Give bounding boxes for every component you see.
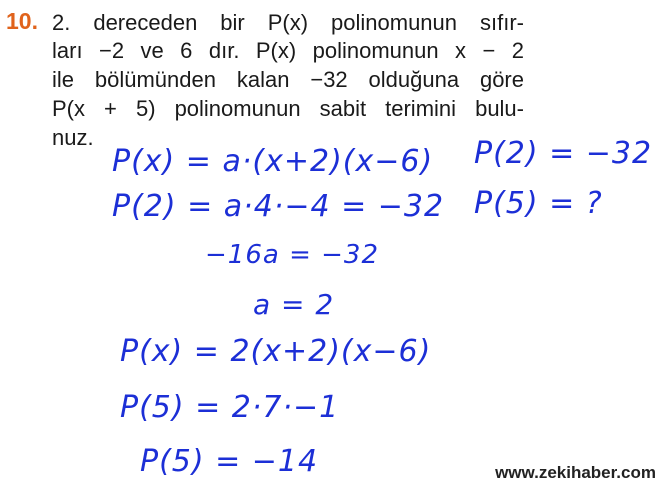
question-line-3: ile bölümünden kalan −32 olduğuna göre bbox=[52, 67, 524, 92]
handwritten-step-3: −16a = −32 bbox=[205, 240, 379, 270]
question-line-2: ları −2 ve 6 dır. P(x) polinomunun x − 2 bbox=[52, 38, 524, 63]
site-watermark: www.zekihaber.com bbox=[495, 463, 656, 482]
question-number: 10. bbox=[6, 8, 38, 34]
handwritten-step-7: P(5) = −14 bbox=[140, 444, 319, 479]
handwritten-given-value: P(2) = −32 bbox=[474, 136, 653, 171]
handwritten-unknown: P(5) = ? bbox=[474, 186, 603, 221]
question-line-4: P(x + 5) polinomunun sabit terimini bulu- bbox=[52, 96, 524, 121]
handwritten-step-1: P(x) = a·(x+2)(x−6) bbox=[112, 144, 434, 179]
handwritten-step-5: P(x) = 2(x+2)(x−6) bbox=[120, 334, 432, 369]
handwritten-step-6: P(5) = 2·7·−1 bbox=[120, 390, 340, 425]
question-line-1: 2. dereceden bir P(x) polinomunun sıfır- bbox=[52, 10, 524, 35]
handwritten-step-4: a = 2 bbox=[253, 288, 335, 321]
handwritten-step-2: P(2) = a·4·−4 = −32 bbox=[112, 189, 445, 224]
question-line-5: nuz. bbox=[52, 125, 94, 150]
